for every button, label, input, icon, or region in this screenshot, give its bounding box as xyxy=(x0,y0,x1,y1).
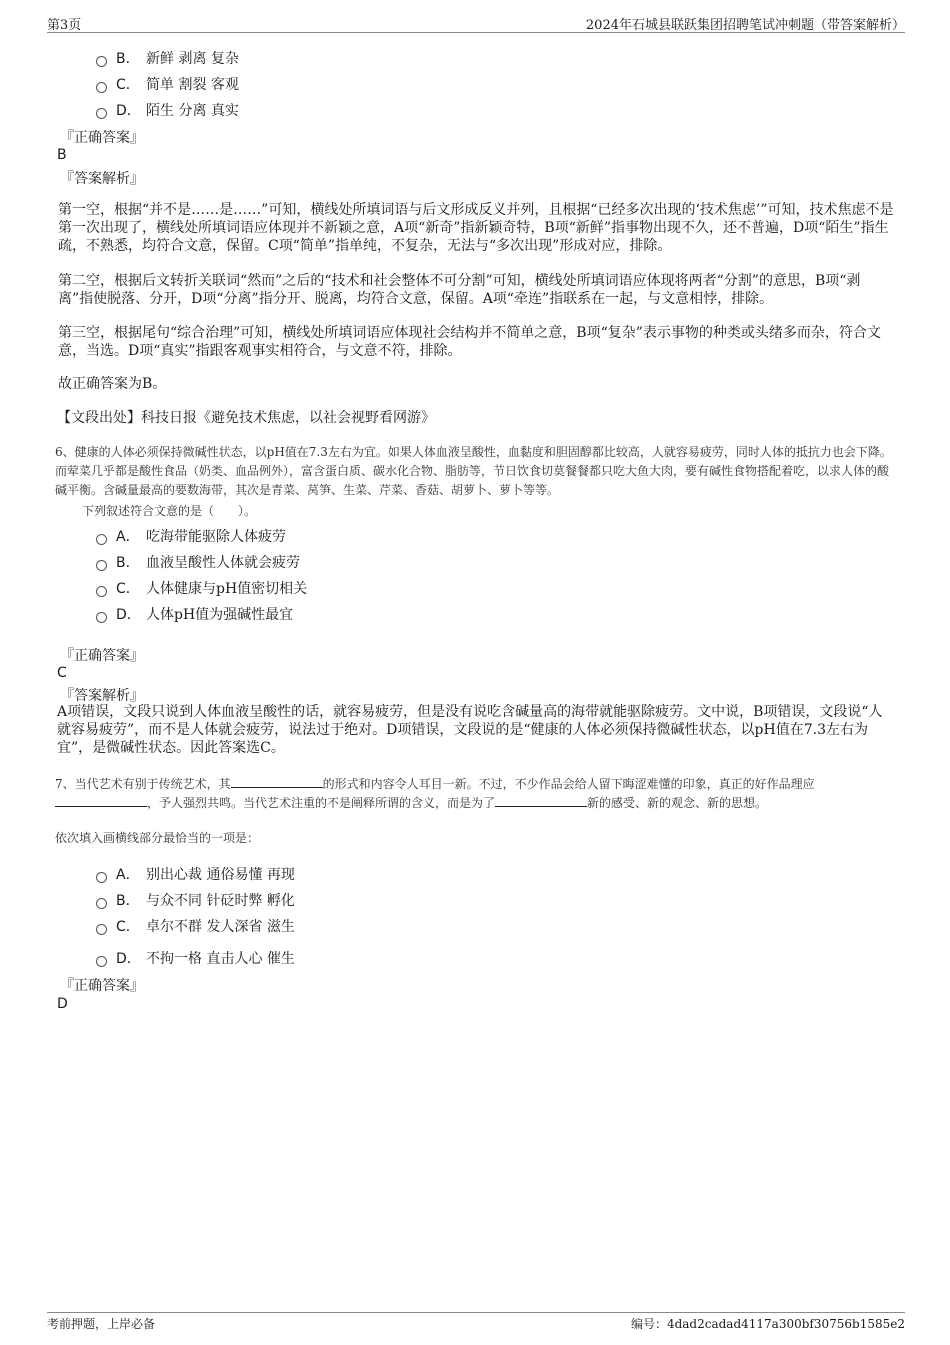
document-id: 编号：4dad2cadad4117a300bf30756b1585e2 xyxy=(630,1317,905,1331)
page-footer xyxy=(47,1312,905,1335)
radio-icon[interactable] xyxy=(96,872,107,883)
q6-answer: C xyxy=(57,665,67,681)
q5-conclusion: 故正确答案为B。 xyxy=(58,376,167,392)
q7-answer: D xyxy=(57,996,68,1012)
q5-answer: B xyxy=(57,147,67,163)
q6-prompt: 下列叙述符合文意的是（ ）。 xyxy=(82,504,257,518)
radio-icon[interactable] xyxy=(96,586,107,597)
radio-icon[interactable] xyxy=(96,956,107,967)
q6-analysis-label: 『答案解析』 xyxy=(60,688,144,704)
q6-option-b[interactable]: B． 血液呈酸性人体就会疲劳 xyxy=(96,552,300,572)
q5-analysis-2: 第二空，根据后文转折关联词“然而”之后的“技术和社会整体不可分割”可知，横线处所填词语应体现将两者“分割”的意思，B项“剥离”指使脱落、分开，D项“分离”指分开、脱离，均符合文意，保留。A项“牵连”指联系在一起，与文意相悖，排除。 xyxy=(58,273,861,307)
page-number: 第3页 xyxy=(47,18,82,33)
fill-blank-3 xyxy=(495,794,587,807)
fill-blank-1 xyxy=(231,775,323,788)
q6-correct-label: 『正确答案』 xyxy=(60,648,144,664)
q7-correct-label: 『正确答案』 xyxy=(60,978,144,994)
q7-stem: 7、当代艺术有别于传统艺术，其 的形式和内容令人耳目一新。不过，不少作品会给人留下晦涩难懂的印象，真正的好作品理应，予人强烈共鸣。当代艺术注重的不是阐释所谓的含义，而是为了 新的感受、新的观念、新的思想。 xyxy=(55,777,815,810)
q5-analysis-1: 第一空，根据“并不是……是……”可知，横线处所填词语与后文形成反义并列，且根据“已经多次出现的‘技术焦虑’”可知，技术焦虑不是第一次出现了，横线处所填词语应体现并不新颖之意，A项“新奇”指新颖奇特，B项“新鲜”指事物出现不久，还不普遍，D项“陌生”指生疏，不熟悉，均符合文意，保留。C项“简单”指单纯，不复杂，无法与“多次出现”形成对应，排除。 xyxy=(58,202,894,254)
radio-icon[interactable] xyxy=(96,898,107,909)
q7-option-a[interactable]: A． 别出心裁 通俗易懂 再现 xyxy=(96,864,295,884)
q5-option-d[interactable]: D． 陌生 分离 真实 xyxy=(96,100,239,120)
q7-option-b[interactable]: B． 与众不同 针砭时弊 孵化 xyxy=(96,890,295,910)
q6-stem: 6、健康的人体必须保持微碱性状态，以pH值在7.3左右为宜。如果人体血液呈酸性，血黏度和胆固醇都比较高，人就容易疲劳，同时人体的抵抗力也会下降。而荤菜几乎都是酸性食品（奶类、血品例外），富含蛋白质、碳水化合物、脂肪等，节日饮食切莫餐餐都只吃大鱼大肉，要有碱性食物搭配着吃，以求人体的酸碱平衡。含碱量最高的要数海带，其次是青菜、莴笋、生菜、芹菜、香菇、胡萝卜、萝卜等等。 xyxy=(55,445,892,497)
q6-option-d[interactable]: D． 人体pH值为强碱性最宜 xyxy=(96,604,293,624)
radio-icon[interactable] xyxy=(96,82,107,93)
q5-option-b[interactable]: B． 新鲜 剥离 复杂 xyxy=(96,48,239,68)
radio-icon[interactable] xyxy=(96,108,107,119)
radio-icon[interactable] xyxy=(96,924,107,935)
q5-option-c[interactable]: C． 简单 割裂 客观 xyxy=(96,74,239,94)
radio-icon[interactable] xyxy=(96,612,107,623)
fill-blank-2 xyxy=(55,794,147,807)
page-header xyxy=(47,14,905,33)
q5-correct-label: 『正确答案』 xyxy=(60,130,144,146)
document-title: 2024年石城县联跃集团招聘笔试冲刺题（带答案解析） xyxy=(585,18,905,33)
radio-icon[interactable] xyxy=(96,56,107,67)
radio-icon[interactable] xyxy=(96,534,107,545)
q5-source: 【文段出处】科技日报《避免技术焦虑，以社会视野看网游》 xyxy=(57,410,435,426)
q7-prompt: 依次填入画横线部分最恰当的一项是： xyxy=(55,831,260,845)
radio-icon[interactable] xyxy=(96,560,107,571)
q7-option-d[interactable]: D． 不拘一格 直击人心 催生 xyxy=(96,948,295,968)
q6-option-c[interactable]: C． 人体健康与pH值密切相关 xyxy=(96,578,307,598)
q7-option-c[interactable]: C． 卓尔不群 发人深省 滋生 xyxy=(96,916,295,936)
q5-analysis-3: 第三空，根据尾句“综合治理”可知，横线处所填词语应体现社会结构并不简单之意，B项“复杂”表示事物的种类或头绪多而杂，符合文意，当选。D项“真实”指跟客观事实相符合，与文意不符，排除。 xyxy=(58,325,881,359)
q6-option-a[interactable]: A． 吃海带能驱除人体疲劳 xyxy=(96,526,286,546)
footer-slogan: 考前押题，上岸必备 xyxy=(47,1317,156,1331)
q6-analysis: A项错误，文段只说到人体血液呈酸性的话，就容易疲劳，但是没有说吃含碱量高的海带就能驱除疲劳。文中说，B项错误，文段说“人就容易疲劳”，而不是人体就会疲劳，说法过于绝对。D项错误，文段说的是“健康的人体必须保持微碱性状态，以pH值在7.3左右为宜”，是微碱性状态。因此答案选C。 xyxy=(57,704,883,756)
q5-analysis-label: 『答案解析』 xyxy=(60,171,144,187)
